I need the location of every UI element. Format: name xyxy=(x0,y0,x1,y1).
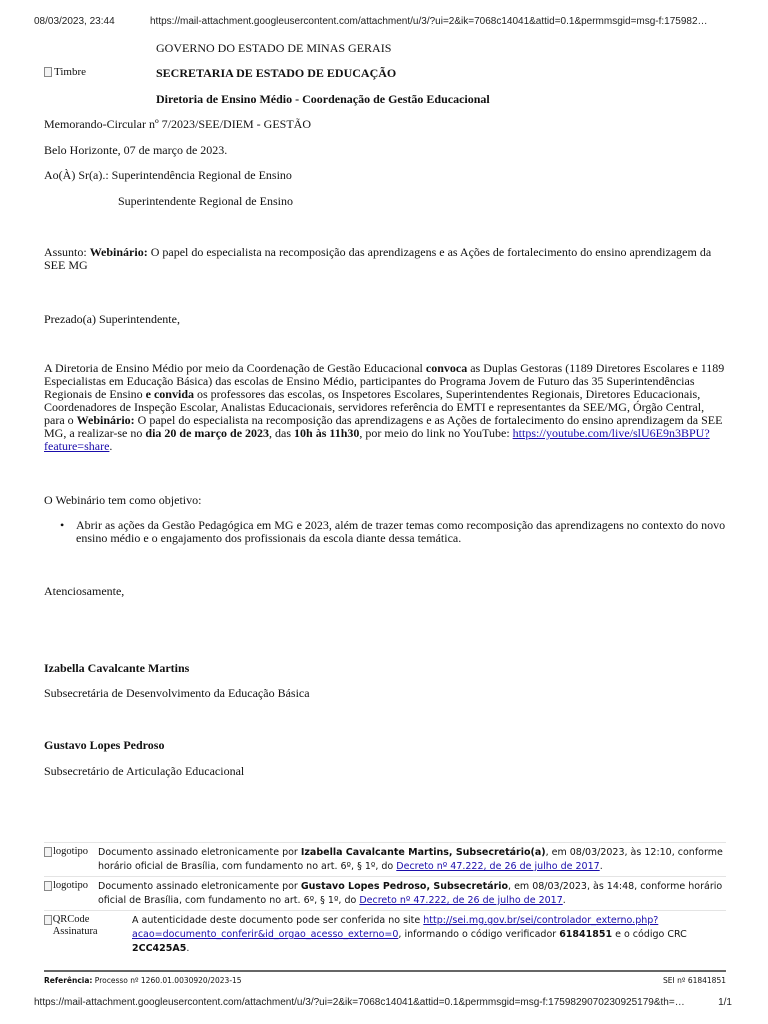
body-bold: dia 20 de março de 2023 xyxy=(145,426,270,440)
process-number: Processo nº 1260.01.0030920/2023-15 xyxy=(92,976,242,985)
electronic-signature-row xyxy=(44,876,726,910)
bullet-icon: • xyxy=(60,518,65,532)
crc-code: 2CC425A5 xyxy=(132,943,187,954)
electronic-signature-block xyxy=(44,842,726,958)
body-text: A Diretoria de Ensino Médio por meio da Coordenação de Gestão Educacional xyxy=(44,361,426,375)
decree-link[interactable]: Decreto nº 47.222, de 26 de julho de 2017 xyxy=(396,861,600,872)
auth-text: , informando o código verificador xyxy=(398,929,560,940)
body-text: O papel do especialista na recomposição das aprendizagens e as Ações de fortalecimento do ensino aprendizagem da SEE MG, a realizar-se no xyxy=(44,413,723,440)
body-paragraph xyxy=(44,362,726,453)
subject-label: Assunto: xyxy=(44,245,90,259)
secretariat-title: SECRETARIA DE ESTADO DE EDUCAÇÃO xyxy=(156,66,397,80)
body-text: . xyxy=(109,439,113,453)
verification-link[interactable]: http://sei.mg.gov.br/sei/controlador_externo.php?acao=documento_conferir&id_orgao_acesso_externo=0 xyxy=(132,915,659,940)
body-bold: e convida xyxy=(145,387,194,401)
auth-text: . xyxy=(186,943,190,954)
signatory-title: Subsecretário de Articulação Educacional xyxy=(44,764,245,778)
sig-text: Documento assinado eletronicamente por xyxy=(98,881,301,892)
subject-bold: Webinário: xyxy=(89,245,148,259)
body-text: , das xyxy=(269,426,295,440)
sig-text: . xyxy=(599,861,603,872)
signatory-name: Izabella Cavalcante Martins xyxy=(44,661,190,675)
broken-image-icon xyxy=(44,881,52,891)
logo-alt-text: Timbre xyxy=(54,66,86,78)
body-bold: Webinário: xyxy=(76,413,135,427)
memo-subject xyxy=(44,246,726,272)
memo-recipient-title: Superintendente Regional de Ensino xyxy=(118,194,293,208)
electronic-signature-row xyxy=(44,842,726,876)
reference-label: Referência: xyxy=(44,976,93,985)
sig-text: . xyxy=(562,895,566,906)
signature-text xyxy=(98,846,726,874)
authenticity-row xyxy=(44,910,726,958)
memo-recipient: Ao(À) Sr(a).: Superintendência Regional de Ensino xyxy=(44,168,292,182)
directorate-title: Diretoria de Ensino Médio - Coordenação de Gestão Educacional xyxy=(156,92,490,106)
logo-alt-text: logotipo xyxy=(53,880,89,891)
body-text: os professores das escolas, os Inspetores Escolares, Superintendentes Regionais, Diretores Educacionais, Coordenadores de Inspeção Escolar, Analistas Educacionais, servidores referência do EMTI e representantes da SEE/MG, Órgão Central, para o xyxy=(44,387,705,427)
verification-code: 61841851 xyxy=(559,929,613,940)
signature-text xyxy=(98,880,726,908)
memo-date: Belo Horizonte, 07 de março de 2023. xyxy=(44,143,228,157)
sei-logo xyxy=(44,846,98,874)
qrcode-image xyxy=(44,914,132,956)
objective-text: Abrir as ações da Gestão Pedagógica em MG e 2023, além de trazer temas como recomposição das aprendizagens no contexto do novo ensino médio e o engajamento dos profissionais da escola diante dessa temática. xyxy=(76,518,726,545)
sei-logo xyxy=(44,880,98,908)
decree-link[interactable]: Decreto nº 47.222, de 26 de julho de 2017 xyxy=(359,895,563,906)
memo-number: Memorando-Circular nº 7/2023/SEE/DIEM - GESTÃO xyxy=(44,117,312,131)
sei-number: SEI nº 61841851 xyxy=(663,976,726,985)
body-text: , por meio do link no YouTube: xyxy=(359,426,513,440)
print-url: https://mail-attachment.googleusercontent.com/attachment/u/3/?ui=2&ik=7068c14041&attid=0.1&permmsgid=msg-f:175982… xyxy=(150,16,708,27)
closing: Atenciosamente, xyxy=(44,584,125,598)
sig-signer: Izabella Cavalcante Martins, Subsecretário(a) xyxy=(300,847,546,858)
objective-list-item xyxy=(60,519,726,545)
qrcode-alt-text: QRCode Assinatura xyxy=(52,914,98,937)
objective-intro: O Webinário tem como objetivo: xyxy=(44,493,202,507)
body-text: as Duplas Gestoras (1189 Diretores Escolares e 1189 Especialistas em Educação Básica) das escolas de Ensino Médio, participantes do Programa Jovem de Futuro das 35 Superintendências Regionais de Ensino xyxy=(44,361,725,401)
body-bold: convoca xyxy=(425,361,468,375)
signatory-title: Subsecretária de Desenvolvimento da Educação Básica xyxy=(44,686,310,700)
sig-text: , em 08/03/2023, às 14:48, conforme horário oficial de Brasília, com fundamento no art. 6º, § 1º, do xyxy=(98,881,723,906)
page-number: 1/1 xyxy=(718,997,732,1008)
subject-text: O papel do especialista na recomposição das aprendizagens e as Ações de fortalecimento do ensino aprendizagem da SEE MG xyxy=(44,245,712,272)
auth-text: A autenticidade deste documento pode ser conferida no site xyxy=(132,915,424,926)
sig-text: , em 08/03/2023, às 12:10, conforme horário oficial de Brasília, com fundamento no art. 6º, § 1º, do xyxy=(98,847,723,872)
logo-alt-text: logotipo xyxy=(53,846,89,857)
body-bold: 10h às 11h30 xyxy=(294,426,360,440)
letterhead-logo xyxy=(44,66,86,78)
government-title: GOVERNO DO ESTADO DE MINAS GERAIS xyxy=(156,41,392,55)
print-datetime: 08/03/2023, 23:44 xyxy=(34,16,115,27)
authenticity-text xyxy=(132,914,726,956)
broken-image-icon xyxy=(44,847,52,857)
sig-text: Documento assinado eletronicamente por xyxy=(98,847,301,858)
print-footer-url: https://mail-attachment.googleusercontent.com/attachment/u/3/?ui=2&ik=7068c14041&attid=0.1&permmsgid=msg-f:1759829070230925179&th=… xyxy=(34,997,685,1008)
auth-text: e o código CRC xyxy=(612,929,687,940)
greeting: Prezado(a) Superintendente, xyxy=(44,312,180,326)
broken-image-icon xyxy=(44,67,52,77)
signatory-name: Gustavo Lopes Pedroso xyxy=(44,738,165,752)
reference-line xyxy=(44,970,726,985)
youtube-link[interactable]: https://youtube.com/live/slU6E9n3BPU?feature=share xyxy=(44,426,710,453)
sig-signer: Gustavo Lopes Pedroso, Subsecretário xyxy=(300,881,509,892)
broken-image-icon xyxy=(44,915,52,925)
